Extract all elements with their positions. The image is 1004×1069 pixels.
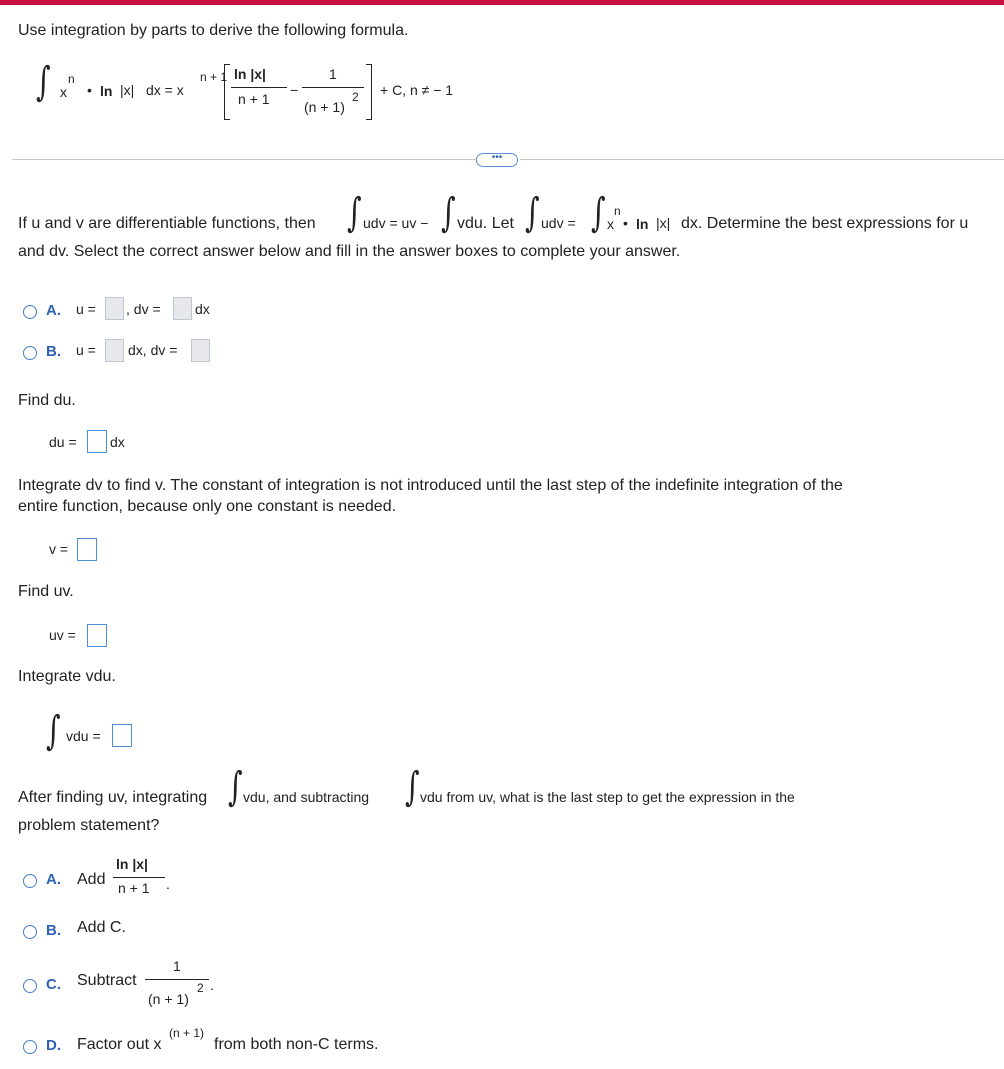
integrate-vdu-title: Integrate vdu. — [18, 668, 116, 685]
right-bracket — [366, 64, 372, 120]
radio2-a[interactable] — [23, 874, 37, 888]
uv-input[interactable] — [87, 624, 107, 647]
answer-box-a-u[interactable] — [105, 297, 124, 320]
left-bracket — [224, 64, 230, 120]
integrate-dv-text-2: entire function, because only one constant is needed. — [18, 498, 397, 515]
intro-text-1: If u and v are differentiable functions, then — [18, 215, 316, 232]
find-uv-title: Find uv. — [18, 583, 74, 600]
radio2-c[interactable] — [23, 979, 37, 993]
radio2-b[interactable] — [23, 925, 37, 939]
after-text-2: problem statement? — [18, 817, 160, 834]
radio2-d[interactable] — [23, 1040, 37, 1054]
instruction-text: Use integration by parts to derive the following formula. — [18, 22, 409, 39]
show-more-button[interactable]: ••• — [476, 153, 518, 167]
v-input[interactable] — [77, 538, 97, 561]
integral-sign: ∫ — [36, 59, 51, 105]
find-du-title: Find du. — [18, 392, 76, 409]
integrate-dv-text-1: Integrate dv to find v. The constant of integration is not introduced until the last step of the indefinite integration of the — [18, 477, 843, 494]
answer-box-a-dv[interactable] — [173, 297, 192, 320]
du-input[interactable] — [87, 430, 107, 453]
answer-box-b-dv[interactable] — [191, 339, 210, 362]
accent-bar — [0, 0, 1004, 5]
vdu-input[interactable] — [112, 724, 132, 747]
radio-a[interactable] — [23, 305, 37, 319]
answer-box-b-u[interactable] — [105, 339, 124, 362]
separator-left — [12, 159, 478, 160]
radio-b[interactable] — [23, 346, 37, 360]
after-text-1: After finding uv, integrating — [18, 789, 208, 806]
separator-right — [520, 159, 1004, 160]
intro-text-2: and dv. Select the correct answer below and fill in the answer boxes to complete your answer. — [18, 243, 681, 260]
